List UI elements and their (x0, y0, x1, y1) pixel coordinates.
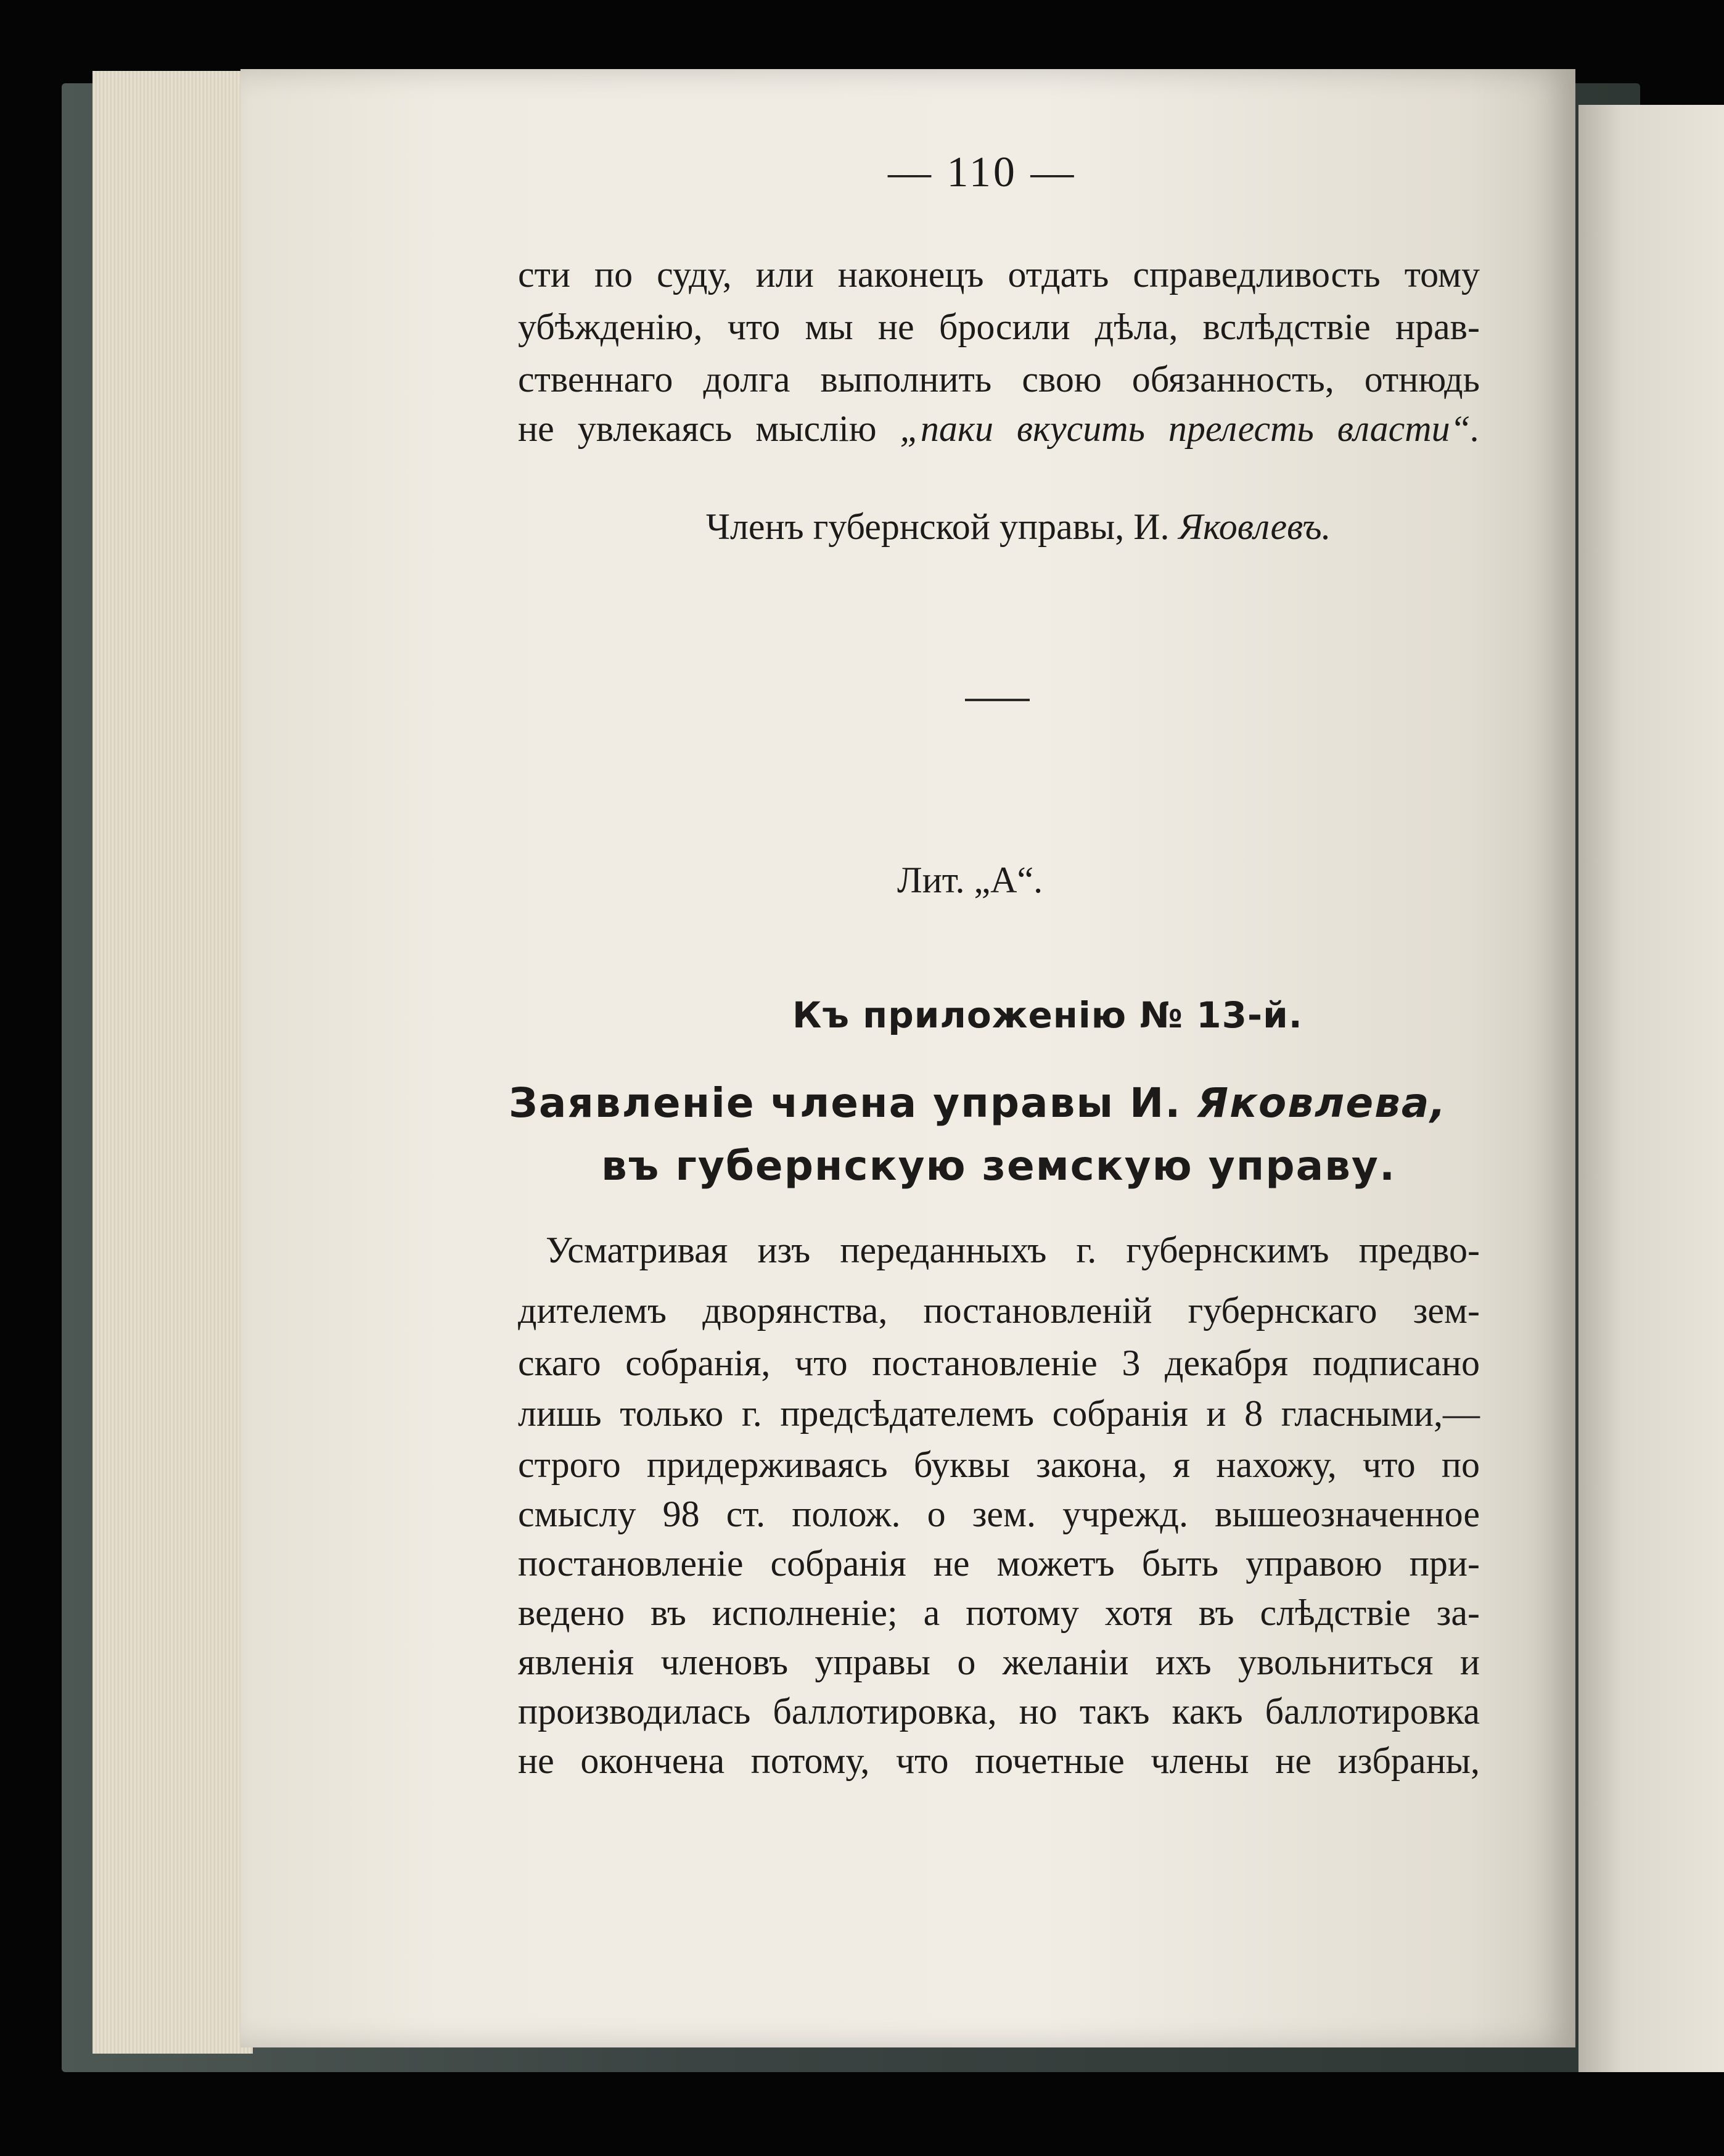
signature (706, 506, 1331, 548)
facing-page (1578, 105, 1724, 2072)
top-paragraph-line-1: сти по суду, или наконецъ отдать справедливость тому (518, 254, 1480, 295)
main-paragraph-line-4: лишь только г. предсѣдателемъ собранія и 8 гласными,— (518, 1393, 1480, 1434)
heading-prefix: Заявленіе члена управы И. (509, 1079, 1182, 1127)
main-paragraph-line-1: Усматривая изъ переданныхъ г. губернскимъ предво- (546, 1230, 1480, 1270)
heading-name: Яковлева, (1197, 1079, 1447, 1127)
annex-title: Къ приложенію № 13-й. (792, 994, 1303, 1036)
document-heading-line-2: въ губернскую земскую управу. (601, 1142, 1397, 1190)
main-paragraph-line-10: производилась баллотировка, но такъ какъ баллотировка (518, 1691, 1480, 1732)
top-paragraph-line-2: убѣжденію, что мы не бросили дѣла, вслѣдствіе нрав- (518, 307, 1480, 347)
section-divider (965, 699, 1030, 701)
page-number: — 110 — (888, 149, 1077, 196)
top-paragraph-line-3: ственнаго долга выполнить свою обязанность, отнюдь (518, 359, 1480, 400)
main-paragraph-line-11: не окончена потому, что почетные члены не избраны, (518, 1740, 1480, 1781)
signature-prefix: Членъ губернской управы, И. (706, 506, 1170, 547)
signature-name: Яковлевъ. (1178, 506, 1331, 547)
main-paragraph-line-8: ведено въ исполненіе; а потому хотя въ слѣдствіе за- (518, 1592, 1480, 1633)
lit-label: Лит. „А“. (897, 860, 1043, 900)
main-paragraph-line-3: скаго собранія, что постановленіе 3 декабря подписано (518, 1343, 1480, 1383)
main-paragraph-line-6: смыслу 98 ст. полож. о зем. учрежд. вышеозначенное (518, 1494, 1480, 1534)
main-paragraph-line-2: дителемъ дворянства, постановленій губернскаго зем- (518, 1290, 1480, 1331)
main-paragraph-line-5: строго придерживаясь буквы закона, я нахожу, что по (518, 1444, 1480, 1485)
main-paragraph-line-7: постановленіе собранія не можетъ быть управою при- (518, 1543, 1480, 1584)
document-heading-line-1 (509, 1079, 1447, 1127)
top-paragraph-line-4-prefix: не увлекаясь мыслію (518, 408, 877, 449)
page-stack-edge (92, 71, 253, 2054)
top-paragraph-line-4 (518, 410, 1480, 447)
top-paragraph-quote: „паки вкусить прелесть власти“. (900, 408, 1480, 449)
main-paragraph-line-9: явленія членовъ управы о желаніи ихъ увольниться и (518, 1642, 1480, 1682)
